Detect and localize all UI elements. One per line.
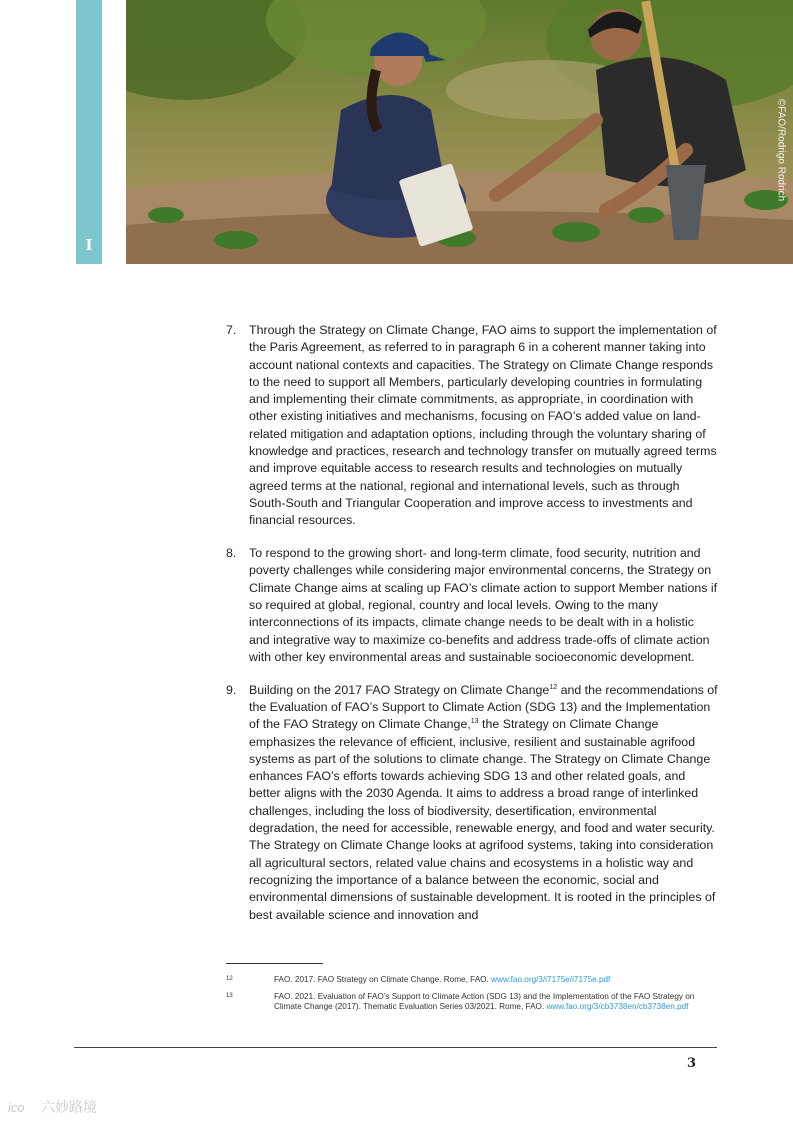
chapter-marker: I <box>85 236 93 254</box>
paragraph-8 <box>226 545 718 666</box>
footnote-number: 12 <box>226 976 233 982</box>
footnote-body <box>274 992 720 1013</box>
photo-credit <box>773 0 789 264</box>
paragraph-text-part: Building on the 2017 FAO Strategy on Climate Change <box>249 682 550 697</box>
page-bottom-rule <box>74 1047 717 1048</box>
footnote-12 <box>226 975 720 986</box>
chapter-side-bar <box>76 0 102 264</box>
photo-credit-text: ©FAO/Rodrigo Rodrich <box>775 98 787 202</box>
paragraph-number: 9. <box>226 682 237 697</box>
svg-text:ico: ico <box>8 1100 25 1115</box>
footnote-body <box>274 975 610 986</box>
footnote-text: FAO. 2017. FAO Strategy on Climate Change. Rome, FAO. <box>274 975 492 984</box>
footnotes <box>226 975 720 1013</box>
watermark-text: 六妙路境 <box>41 1099 97 1115</box>
footnote-number: 13 <box>226 992 233 999</box>
paragraph-number: 7. <box>226 323 237 337</box>
paragraph-9 <box>226 682 718 924</box>
body-text <box>226 322 718 924</box>
header-photo <box>126 0 793 264</box>
footnote-13 <box>226 992 720 1013</box>
paragraph-text-part: the Strategy on Climate Change emphasizes the relevance of efficient, inclusive, resilient and sustainable agrifood systems as part of the solutions to climate change. The Strategy on Climate Change enhances FAO’s efforts towards achieving SDG 13 and other related goals, and better aligns with the 2030 Agenda. It aims to address a broad range of interlinked challenges, including the loss of biodiversity, desertification, environmental degradation, the need for accessible, renewable energy, and food and water security. The Strategy on Climate Change looks at agrifood systems, taking into consideration all agricultural sectors, related value chains and ecosystems in a holistic way and recognizing the importance of a balance between the economic, social and environmental dimensions of sustainable development. It is rooted in the principles of best available science and innovation and <box>249 717 716 922</box>
footnote-link[interactable]: www.fao.org/3/i7175e/i7175e.pdf <box>491 975 611 984</box>
footnote-link[interactable]: www.fao.org/3/cb3738en/cb3738en.pdf <box>546 1002 689 1011</box>
footnote-text: FAO. 2021. Evaluation of FAO’s Support to Climate Action (SDG 13) and the Implementation of the FAO Strategy on Climate Change (2017). Thematic Evaluation Series 03/2021. Rome, FAO. <box>274 991 695 1011</box>
watermark-logo-icon <box>8 1098 38 1116</box>
field-workers-illustration <box>126 0 793 264</box>
footnote-divider <box>226 963 323 964</box>
paragraph-text: To respond to the growing short- and long-term climate, food security, nutrition and poverty challenges while considering major environmental concerns, the Strategy on Climate Change aims at scaling up FAO’s climate action to support Member nations if so required at global, regional, country and local levels. Owing to the many interconnections of its impacts, climate change needs to be dealt with in a holistic and integrative way to maximize co-benefits and address trade-offs of climate action with other key environmental areas and sustainable socioeconomic development. <box>249 546 718 664</box>
page-number: 3 <box>686 1056 696 1071</box>
footnote-ref-12[interactable]: 12 <box>549 683 558 691</box>
paragraph-text: Through the Strategy on Climate Change, FAO aims to support the implementation of the Paris Agreement, as referred to in paragraph 6 in a coherent manner taking into account national contexts and capacities. The Strategy on Climate Change responds to the need to support all Members, particularly developing countries in formulating and implementing their climate commitments, as appropriate, in coordination with other existing initiatives and mechanisms, focusing on FAO’s added value on land-related mitigation and adaptation options, including through the voluntary sharing of knowledge and practices, research and technology transfer on mutually agreed terms and improve equitable access to research results and technologies on mutually agreed terms at the national, regional and international levels, such as through South-South and Triangular Cooperation and improve access to investments and financial resources. <box>249 323 717 528</box>
paragraph-text-part: and the recommendations of the Evaluation of FAO’s Support to Climate Action (SDG 13) and the Implementation of the FAO Strategy on Climate Change, <box>249 682 718 732</box>
paragraph-number: 8. <box>226 546 237 561</box>
footnote-ref-13[interactable]: 13 <box>470 718 479 726</box>
paragraph-text <box>249 682 718 924</box>
paragraph-7 <box>226 322 718 530</box>
watermark <box>8 1097 97 1117</box>
